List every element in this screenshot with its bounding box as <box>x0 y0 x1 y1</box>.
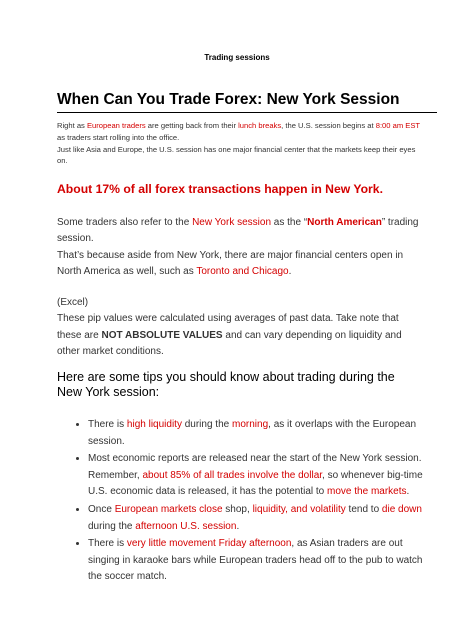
highlight-european-close: European markets close <box>114 503 223 515</box>
intro-paragraph <box>57 120 422 167</box>
excel-label: (Excel) <box>57 297 89 308</box>
list-item <box>88 451 433 501</box>
highlight-european-traders: European traders <box>86 121 146 130</box>
tip-text: There is <box>88 538 127 550</box>
paragraph-text: Some traders also refer to the <box>57 217 193 228</box>
highlight-start-time: 8:00 am EST <box>375 121 420 130</box>
tip-text: shop, <box>222 503 253 515</box>
highlight-not-absolute: NOT ABSOLUTE VALUES <box>101 329 223 341</box>
highlight-afternoon-session: afternoon U.S. session <box>135 520 237 532</box>
intro-text: , the U.S. session begins at <box>281 121 376 130</box>
tip-text: during the <box>181 419 232 430</box>
highlight-morning: morning <box>232 419 269 430</box>
highlight-friday-afternoon: very little movement Friday afternoon <box>126 538 292 550</box>
highlight-statement: About 17% of all forex transactions happen in New York. <box>57 182 383 196</box>
tip-text: . <box>406 486 410 498</box>
tips-list <box>74 417 433 587</box>
intro-text: Right as <box>57 121 87 130</box>
tip-text: tend to <box>345 503 382 515</box>
highlight-north-american: North American <box>307 217 382 228</box>
paragraph-text: as the “ <box>271 217 308 228</box>
paragraph-text: and can vary depending on liquidity and other market conditions. <box>57 329 402 358</box>
list-item <box>88 502 433 535</box>
paragraph-text: These pip values were calculated using averages of past data. Take note that these are <box>57 313 399 341</box>
tip-text: during the <box>88 520 136 532</box>
list-item <box>88 417 433 450</box>
highlight-high-liquidity: high liquidity <box>126 419 182 430</box>
intro-text: are getting back from their <box>145 121 239 130</box>
highlight-lunch-breaks: lunch breaks <box>238 121 282 130</box>
north-american-paragraph <box>57 215 424 281</box>
tip-text: , so whenever big-time U.S. economic data is released, it has the potential to <box>88 469 423 498</box>
highlight-toronto-chicago: Toronto and Chicago <box>196 266 289 278</box>
page-header: Trading sessions <box>204 53 270 62</box>
paragraph-text: That’s because aside from New York, there are major financial centers open in North America as well, such as <box>57 249 404 278</box>
pip-values-paragraph <box>57 295 424 361</box>
intro-text: Just like Asia and Europe, the U.S. session has one major financial center that the markets keep their eyes on. <box>57 144 416 166</box>
tip-text: There is <box>88 419 127 430</box>
intro-text: as traders start rolling into the office. <box>57 132 180 142</box>
tip-text: Most economic reports are released near the start of the New York session. Remember, <box>88 453 422 481</box>
paragraph-text: ” trading session. <box>57 217 419 245</box>
highlight-move-markets: move the markets <box>327 486 407 498</box>
tip-text: Once <box>88 503 115 515</box>
tip-text: . <box>236 520 240 532</box>
document-title: When Can You Trade Forex: New York Session <box>57 91 437 113</box>
tip-text: , as Asian traders are out singing in karaoke bars while European traders head off to the pub to watch the soccer match. <box>88 538 423 583</box>
highlight-liquidity-volatility: liquidity, and volatility <box>252 503 346 515</box>
highlight-85-percent: about 85% of all trades involve the dollar <box>142 469 323 481</box>
tips-heading: Here are some tips you should know about trading during the New York session: <box>57 370 395 399</box>
paragraph-text: . <box>288 266 292 278</box>
highlight-die-down: die down <box>381 503 422 515</box>
highlight-ny-session: New York session <box>192 217 272 228</box>
tip-text: , as it overlaps with the European session. <box>88 419 417 447</box>
list-item <box>88 536 433 586</box>
